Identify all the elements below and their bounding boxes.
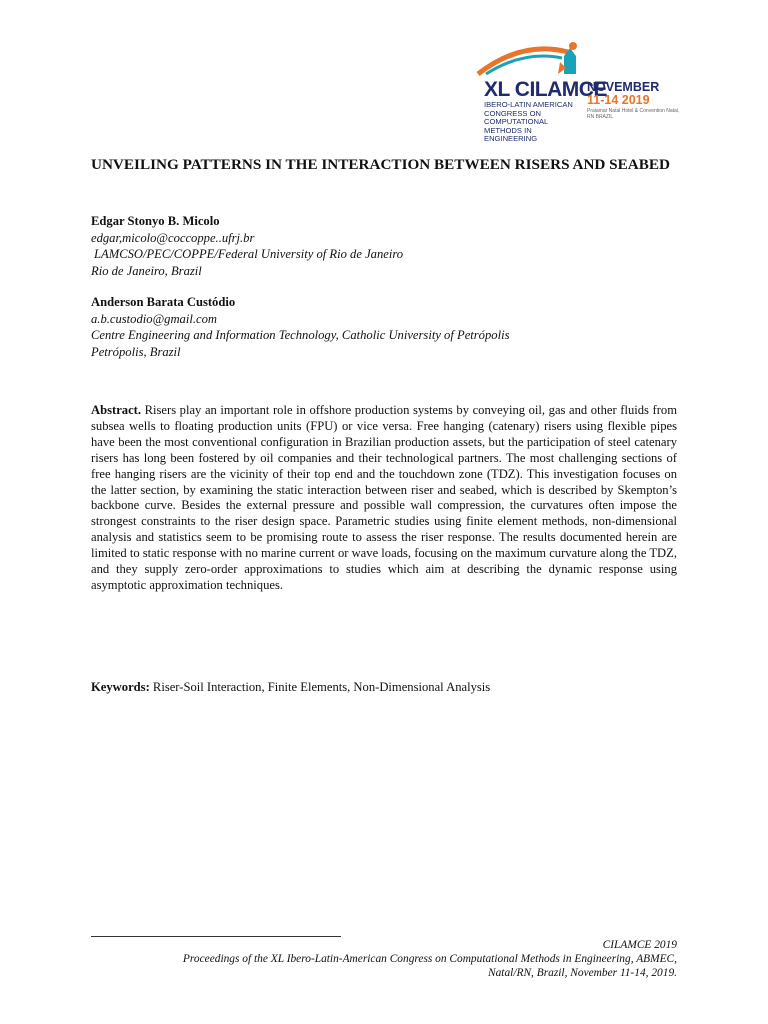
keywords-label: Keywords: xyxy=(91,680,150,694)
author-name: Anderson Barata Custódio xyxy=(91,295,236,309)
author-location: Rio de Janeiro, Brazil xyxy=(91,263,202,278)
footer-line-2: Proceedings of the XL Ibero-Latin-American Congress on Computational Methods in Engineering, ABMEC, xyxy=(182,953,677,965)
logo-month: NOVEMBER xyxy=(587,80,660,94)
logo-subtitle: IBERO-LATIN AMERICAN CONGRESS ON COMPUTATIONAL METHODS IN ENGINEERING xyxy=(484,100,573,144)
logo-name: XL CILAMCE xyxy=(484,78,607,101)
abstract xyxy=(91,403,677,594)
logo-venue: Praiamar Natal Hotel & Convention Natal, RN BRAZIL xyxy=(587,108,680,120)
page-footer xyxy=(91,938,677,980)
keywords-text: Riser-Soil Interaction, Finite Elements, Non-Dimensional Analysis xyxy=(152,680,491,694)
abstract-label: Abstract. xyxy=(91,403,142,417)
logo-dates: 11-14 2019 xyxy=(587,93,650,107)
author-block-2 xyxy=(91,294,681,360)
footer-rule xyxy=(91,936,341,937)
paper-title: UNVEILING PATTERNS IN THE INTERACTION BETWEEN RISERS AND SEABED xyxy=(91,156,670,173)
footer-line-3: Natal/RN, Brazil, November 11-14, 2019. xyxy=(488,967,677,979)
author-location: Petrópolis, Brazil xyxy=(91,344,181,359)
arc-logo-icon xyxy=(472,38,592,78)
author-name: Edgar Stonyo B. Micolo xyxy=(91,214,220,228)
keywords xyxy=(91,679,677,695)
author-affiliation: LAMCSO/PEC/COPPE/Federal University of Rio de Janeiro xyxy=(94,247,404,261)
abstract-text: Risers play an important role in offshore production systems by conveying oil, gas and other fluids from subsea wells to floating production units (FPU) or vice versa. Free hanging (catenary) risers using flexible pipes have been the most conventional configuration in Brazilian production assets, but the participation of steel catenary risers has long been fostered by oil companies and their technological partners. The most challenging sections of free hanging risers are the vicinity of their top end and the touchdown zone (TDZ). This investigation focuses on the latter section, by examining the static interaction between riser and seabed, which is described by Skempton’s backbone curve. Besides the external pressure and possible wall compression, the curvatures often impose the strongest constraints to the riser design space. Parametric studies using finite element methods, non-dimensional analysis and statistics seem to be promising route to assess the riser response. The results documented herein are limited to static response with no marine current or wave loads, focusing on the maximum curvature along the TDZ, and they supply zero-order approximations to studies which aim at describing the dynamic response using asymptotic approximation techniques. xyxy=(91,403,677,592)
author-affiliation: Centre Engineering and Information Technology, Catholic University of Petrópolis xyxy=(91,328,510,342)
footer-line-1: CILAMCE 2019 xyxy=(602,939,677,951)
author-block-1 xyxy=(91,213,681,279)
conference-logo xyxy=(472,38,682,148)
author-email[interactable]: a.b.custodio@gmail.com xyxy=(91,311,217,326)
author-email[interactable]: edgar,micolo@coccoppe..ufrj.br xyxy=(91,230,255,245)
